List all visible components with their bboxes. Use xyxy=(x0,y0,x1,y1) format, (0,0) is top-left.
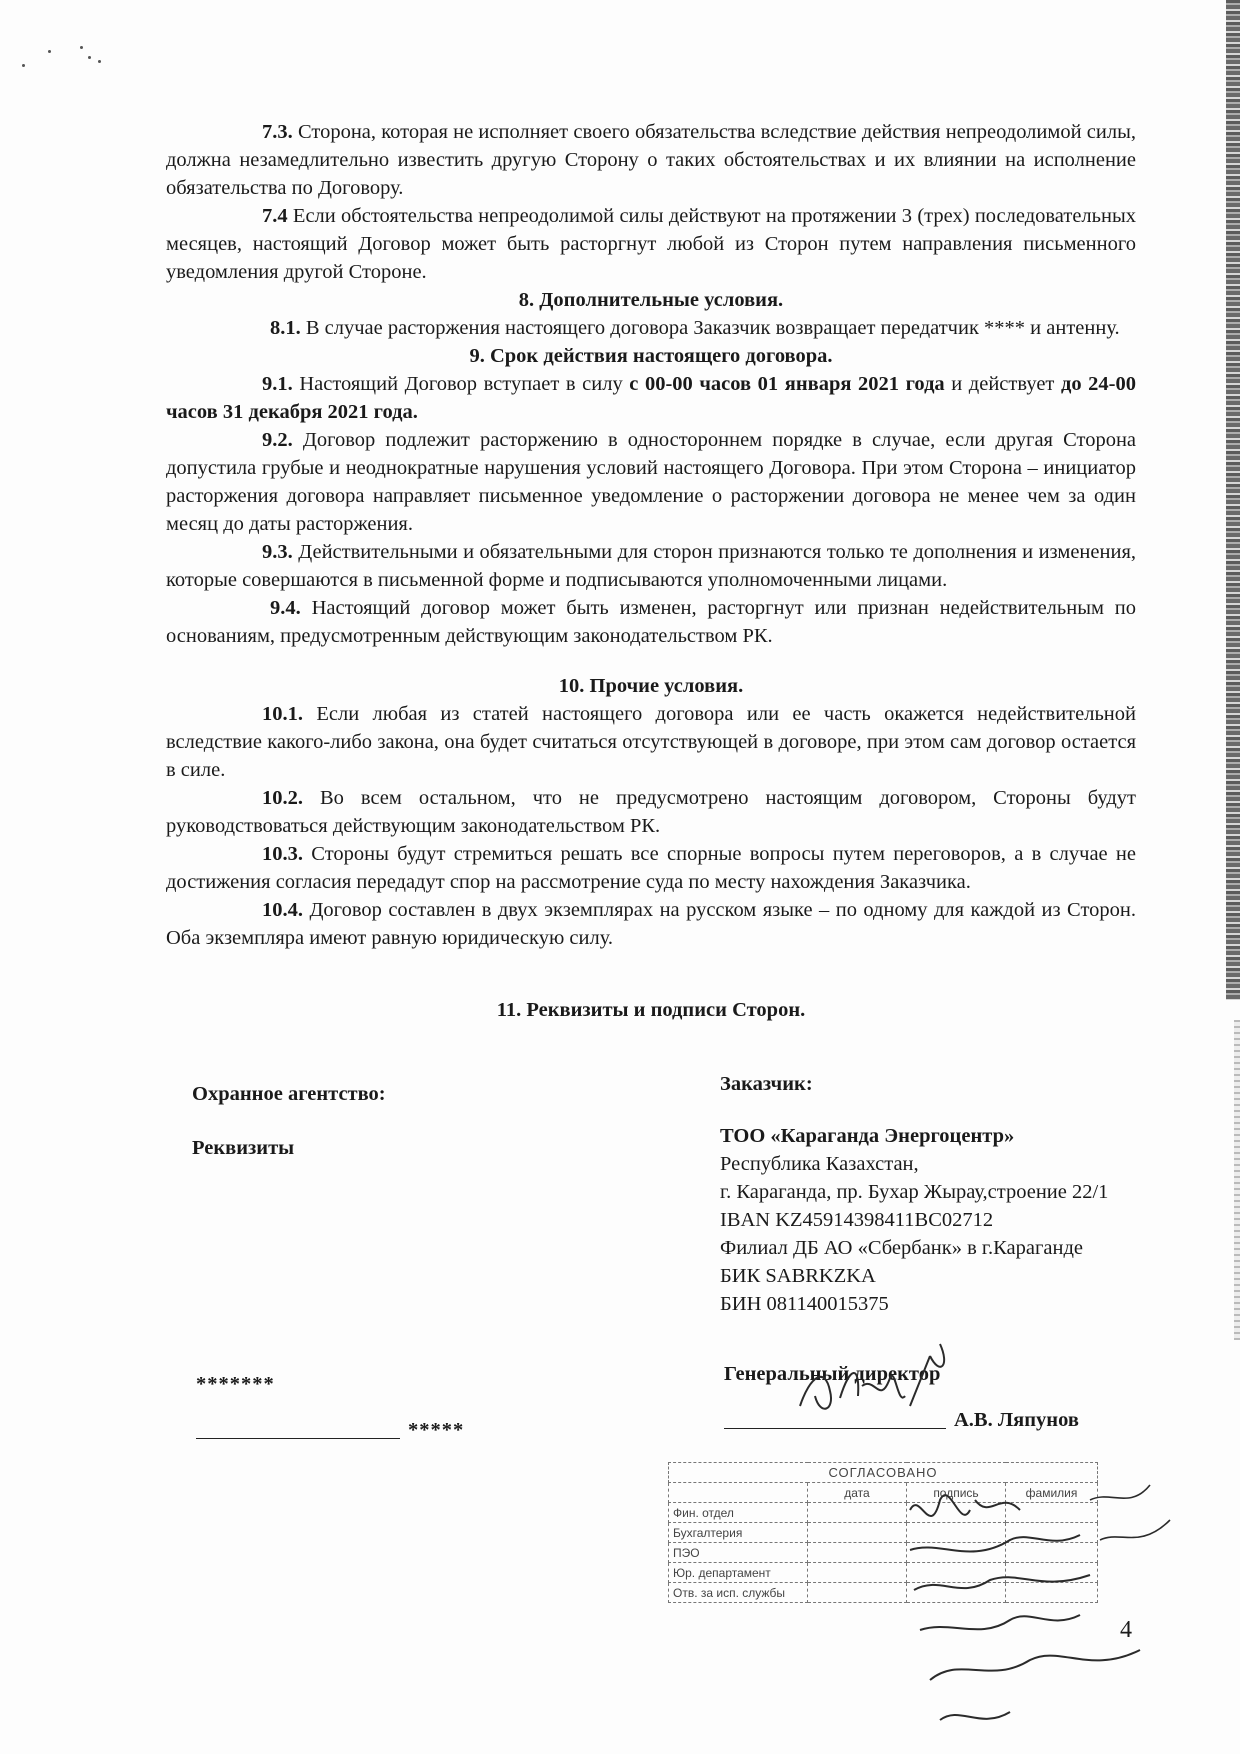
scan-edge-artifact-lower xyxy=(1234,1020,1240,1340)
heading-section-8: 8. Дополнительные условия. xyxy=(518,289,784,311)
clause-10-4: 10.4. Договор составлен в двух экземплярах на русском языке – по одному для каждой из Сторон. Оба экземпляра имеют равную юридическую силу. xyxy=(166,899,1136,949)
left-party-requisites: Реквизиты xyxy=(192,1137,295,1159)
requisite-line: IBAN KZ45914398411BC02712 xyxy=(720,1209,994,1231)
requisite-line: БИК SABRKZKA xyxy=(720,1265,876,1287)
clause-10-1: 10.1. Если любая из статей настоящего договора или ее часть окажется недействительной вследствие какого-либо закона, она будет считаться отсутствующей в договоре, при этом сам договор остается в силе. xyxy=(166,703,1137,781)
clause-7-4: 7.4 Если обстоятельства непреодолимой силы действуют на протяжении 3 (трех) последовательных месяцев, настоящий Договор может быть расторгнут любой из Сторон путем направления письменного уведомления другой Стороне. xyxy=(166,205,1136,283)
approval-title: СОГЛАСОВАНО xyxy=(669,1463,1098,1483)
page-number: 4 xyxy=(1120,1617,1132,1643)
approval-row: Бухгалтерия xyxy=(669,1523,1098,1543)
right-party-requisites xyxy=(720,1122,1108,1318)
heading-section-11: 11. Реквизиты и подписи Сторон. xyxy=(496,999,806,1021)
left-party-name-mask: ******* xyxy=(196,1373,275,1395)
requisite-line: Филиал ДБ АО «Сбербанк» в г.Караганде xyxy=(720,1237,1083,1259)
approval-row: Отв. за исп. службы xyxy=(669,1583,1098,1603)
heading-section-9: 9. Срок действия настоящего договора. xyxy=(469,345,833,367)
scan-edge-artifact xyxy=(1226,0,1240,1000)
left-party-signature-mask: ***** xyxy=(408,1419,465,1441)
clause-10-2: 10.2. Во всем остальном, что не предусмотрено настоящим договором, Стороны будут руководствоваться действующим законодательством РК. xyxy=(166,787,1136,837)
right-signature-line xyxy=(724,1400,946,1429)
clause-8-1: 8.1. В случае расторжения настоящего договора Заказчик возвращает передатчик **** и антенну. xyxy=(270,317,1120,339)
signatory-name: А.В. Ляпунов xyxy=(954,1409,1079,1431)
clause-9-3: 9.3. Действительными и обязательными для сторон признаются только те дополнения и изменения, которые совершаются в письменной форме и подписываются уполномоченными лицами. xyxy=(166,541,1137,591)
scan-specks xyxy=(18,40,108,80)
heading-section-10: 10. Прочие условия. xyxy=(558,675,744,697)
clause-7-3: 7.3. Сторона, которая не исполняет своего обязательства вследствие действия непреодолимой силы, должна незамедлительно известить другую Сторону о таких обстоятельствах и их влиянии на исполнение обязательства по Договору. xyxy=(166,121,1137,199)
clause-9-1: 9.1. Настоящий Договор вступает в силу с 00-00 часов 01 января 2021 года и действует до 24-00 часов 31 декабря 2021 года. xyxy=(166,373,1136,423)
requisite-line: г. Караганда, пр. Бухар Жырау,строение 22/1 xyxy=(720,1181,1109,1203)
contract-body xyxy=(166,118,1136,1024)
signatory-position: Генеральный директор xyxy=(724,1363,941,1385)
approval-stamp xyxy=(668,1462,1098,1712)
approval-header-row: дата подпись фамилия xyxy=(669,1483,1098,1503)
clause-9-4: 9.4. Настоящий договор может быть изменен, расторгнут или признан недействительным по основаниям, предусмотренным действующим законодательством РК. xyxy=(166,597,1137,647)
approval-row: Фин. отдел xyxy=(669,1503,1098,1523)
clause-10-3: 10.3. Стороны будут стремиться решать все спорные вопросы путем переговоров, а в случае не достижения согласия передадут спор на рассмотрение суда по месту нахождения Заказчика. xyxy=(166,843,1137,893)
approval-table xyxy=(668,1462,1098,1603)
approval-row: Юр. департамент xyxy=(669,1563,1098,1583)
right-party-title: Заказчик: xyxy=(720,1073,813,1095)
left-party-title: Охранное агентство: xyxy=(192,1083,386,1105)
approval-row: ПЭО xyxy=(669,1543,1098,1563)
company-name: ТОО «Караганда Энергоцентр» xyxy=(720,1125,1015,1147)
requisite-line: Республика Казахстан, xyxy=(720,1153,919,1175)
left-party-signature-line xyxy=(196,1410,400,1439)
requisite-line: БИН 081140015375 xyxy=(720,1293,889,1315)
clause-9-2: 9.2. Договор подлежит расторжению в одностороннем порядке в случае, если другая Сторона допустила грубые и неоднократные нарушения условий настоящего Договора. При этом Сторона – инициатор расторжения договора направляет письменное уведомление о расторжении договора не менее чем за один месяц до даты расторжения. xyxy=(166,429,1137,535)
